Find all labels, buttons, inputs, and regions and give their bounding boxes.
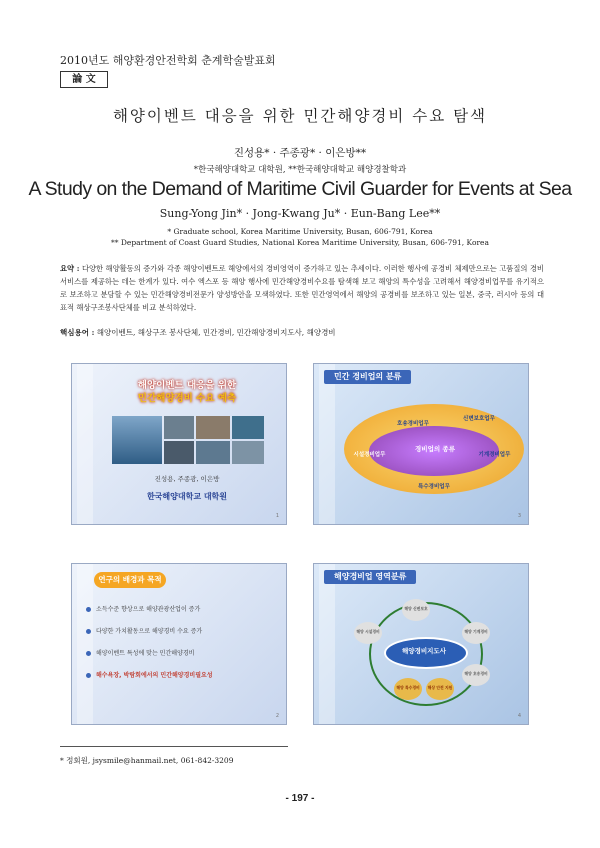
node-bodyguard: 해양 신변보호 — [404, 606, 428, 611]
node-facility: 해양 시설경비 — [356, 629, 380, 634]
affiliation-english-2: ** Department of Coast Guard Studies, National Korea Maritime University, Busan, 606-791, Korea — [111, 238, 489, 247]
keywords — [60, 327, 336, 338]
slide4-header: 해양경비업 영역분류 — [324, 570, 416, 584]
article-type-tag: 論 文 — [60, 71, 108, 88]
slide-side-band — [77, 564, 93, 724]
node-special: 해양 특수경비 — [396, 685, 420, 690]
slide-classification — [313, 363, 529, 525]
slide-number: 2 — [275, 713, 279, 719]
affiliation-english-1: * Graduate school, Korea Maritime University, Busan, 606-791, Korea — [167, 227, 433, 236]
node-facility: 시설경비업무 — [353, 452, 386, 458]
photo-ship — [196, 441, 230, 464]
abstract — [60, 262, 544, 314]
node-escort: 해양 호송경비 — [464, 671, 488, 676]
slide-number: 3 — [517, 513, 521, 519]
slide-title — [71, 363, 287, 525]
title-korean: 해양이벤트 대응을 위한 민간해양경비 수요 탐색 — [112, 107, 488, 125]
slide1-title-line1: 해양이벤트 대응을 위한 — [137, 380, 237, 391]
slide3-bullet: 소득수준 향상으로 해양관광산업이 증가 — [86, 604, 200, 613]
slide-domain — [313, 563, 529, 725]
slide-side-band — [319, 564, 335, 724]
photo-patrol — [232, 441, 264, 464]
conference-header: 2010년도 해양환경안전학회 춘계학술발표회 — [60, 54, 276, 67]
footnote-divider — [60, 746, 288, 747]
slide-side-band — [77, 364, 93, 524]
abstract-text: 다양한 해양활동의 증가와 각종 해양이벤트로 해양에서의 경비영역이 증가하고 있는 추세이다. 이러한 행사에 공경비 체제만으로는 고품질의 경비 서비스를 제공하는 데는 한계가 있다. 여수 엑스포 등 해양 행사에 민간해양경비수요를 탐색해 보고 해양의 특수성을 고려해서 해양경비업무를 유기적으로 보조하고 분담할 수 있는 민간해양경비전문가 양성방안을 모색하였다. 또한 민간영역에서 해양의 공경비를 보조하고 있는 일본, 중국, 러시아 등의 대표적 해상구조봉사단체를 비교 분석하였다. — [60, 264, 544, 312]
footnote: * 정회원, jsysmile@hanmail.net, 061-842-3209 — [60, 756, 234, 765]
slide-background — [71, 563, 287, 725]
keywords-text: 해양이벤트, 해상구조 봉사단체, 민간경비, 민간해양경비지도사, 해양경비 — [96, 328, 336, 337]
photo-crowd — [196, 416, 230, 439]
photo-rescue — [164, 416, 194, 439]
photo-collage — [112, 416, 264, 464]
bullet-icon — [86, 607, 91, 612]
node-support: 해상 안전 지원 — [427, 685, 453, 690]
slide3-bullet: 해양이벤트 특성에 맞는 민간해양경비 — [86, 648, 194, 657]
node-special: 특수경비업무 — [418, 484, 450, 490]
slide1-title — [112, 379, 262, 405]
bullet-icon — [86, 651, 91, 656]
slide-side-band — [319, 364, 335, 524]
slide3-bullet: 다양한 가치활동으로 해양경비 수요 증가 — [86, 626, 202, 635]
authors-korean: 진성용* · 주종광* · 이은방** — [233, 147, 367, 159]
affiliations-korean: *한국해양대학교 대학원, **한국해양대학교 해양경찰학과 — [193, 165, 407, 175]
slide-number: 1 — [275, 513, 279, 519]
photo-divers — [164, 441, 194, 464]
authors-english: Sung-Yong Jin* · Jong-Kwang Ju* · Eun-Bang Lee** — [159, 207, 441, 220]
photo-harbor — [112, 416, 162, 464]
title-english: A Study on the Demand of Maritime Civil Guarder for Events at Sea — [28, 178, 572, 200]
photo-boat — [232, 416, 264, 439]
slide3-header: 연구의 배경과 목적 — [94, 572, 166, 588]
slide3-bullet: 해수욕장, 박람회에서의 민간해양경비필요성 — [86, 670, 213, 679]
keywords-label: 핵심용어 : — [60, 328, 95, 337]
node-bodyguard: 신변보호업무 — [463, 416, 495, 422]
abstract-label: 요약 : — [60, 264, 80, 273]
slide1-university: 한국해양대학교 대학원 — [146, 492, 228, 501]
node-mechanical: 해양 기계경비 — [464, 629, 488, 634]
slide1-authors: 진성용, 주종광, 이은방 — [154, 475, 220, 483]
slide-number: 4 — [517, 713, 521, 719]
page-number: - 197 - — [285, 793, 315, 804]
bullet-icon — [86, 629, 91, 634]
node-escort: 호송경비업무 — [397, 421, 429, 427]
slide2-header: 민간 경비업의 분류 — [324, 370, 411, 384]
center-node: 해양경비지도사 — [402, 647, 446, 655]
bullet-icon — [86, 673, 91, 678]
node-mechanical: 기계경비업무 — [478, 452, 511, 458]
center-node: 경비업의 종류 — [415, 445, 455, 453]
slide1-title-line2: 민간해양경비 수요 예측 — [137, 393, 237, 404]
